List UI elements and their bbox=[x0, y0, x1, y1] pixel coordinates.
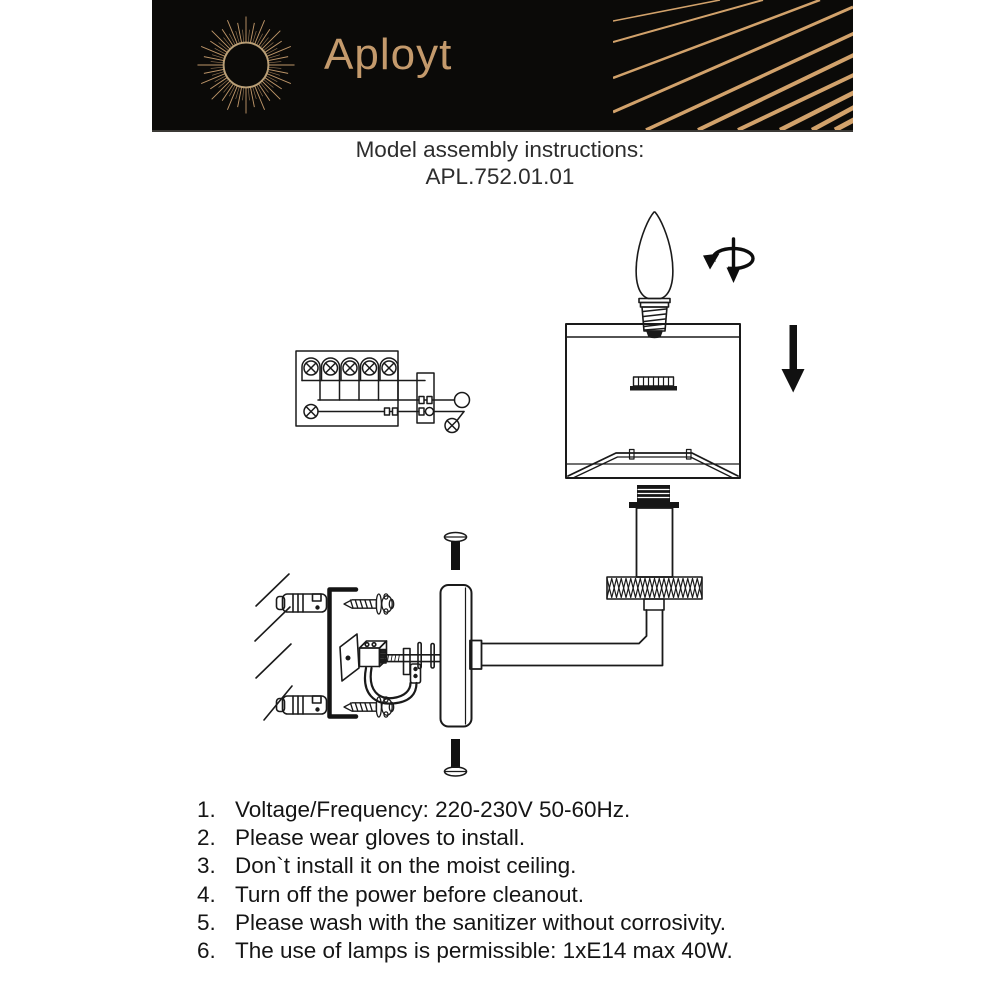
item-number: 2. bbox=[197, 825, 216, 851]
list-item bbox=[197, 937, 733, 965]
item-text: The use of lamps is permissible: 1xE14 max 40W. bbox=[235, 938, 733, 964]
wiring-schematic bbox=[296, 351, 470, 433]
wall-anchor-top bbox=[277, 594, 327, 612]
canopy-screws bbox=[445, 533, 467, 777]
junction-box-wires bbox=[340, 634, 421, 704]
wall-plate-canopy bbox=[441, 585, 472, 727]
item-number: 6. bbox=[197, 938, 216, 964]
lampshade bbox=[566, 324, 740, 478]
socket-and-stem bbox=[607, 485, 702, 610]
item-number: 4. bbox=[197, 881, 216, 907]
item-number: 3. bbox=[197, 853, 216, 879]
item-number: 5. bbox=[197, 909, 216, 935]
list-item bbox=[197, 881, 733, 909]
mounting-screw-bottom bbox=[344, 697, 394, 717]
list-item bbox=[197, 824, 733, 852]
item-text: Voltage/Frequency: 220-230V 50-60Hz. bbox=[235, 797, 631, 822]
item-text: Please wear gloves to install. bbox=[235, 825, 526, 851]
wall-hatching bbox=[255, 574, 292, 720]
list-item bbox=[197, 909, 733, 937]
item-text: Turn off the power before cleanout. bbox=[235, 881, 584, 907]
down-arrow-icon bbox=[782, 325, 805, 393]
lamp-arm bbox=[470, 610, 663, 669]
model-number: APL.752.01.01 bbox=[425, 164, 575, 189]
wall-anchor-bottom bbox=[277, 696, 327, 714]
list-item bbox=[197, 796, 733, 824]
instruction-list bbox=[197, 796, 733, 965]
item-number: 1. bbox=[197, 797, 216, 822]
list-item bbox=[197, 852, 733, 880]
candle-bulb bbox=[636, 212, 673, 338]
page-title: Model assembly instructions: bbox=[355, 137, 645, 162]
item-text: Don`t install it on the moist ceiling. bbox=[235, 853, 577, 879]
mounting-screw-top bbox=[344, 594, 394, 614]
brand-name: Aployt bbox=[324, 30, 453, 79]
item-text: Please wash with the sanitizer without corrosivity. bbox=[235, 909, 727, 935]
rotate-arrow-icon bbox=[703, 239, 753, 283]
